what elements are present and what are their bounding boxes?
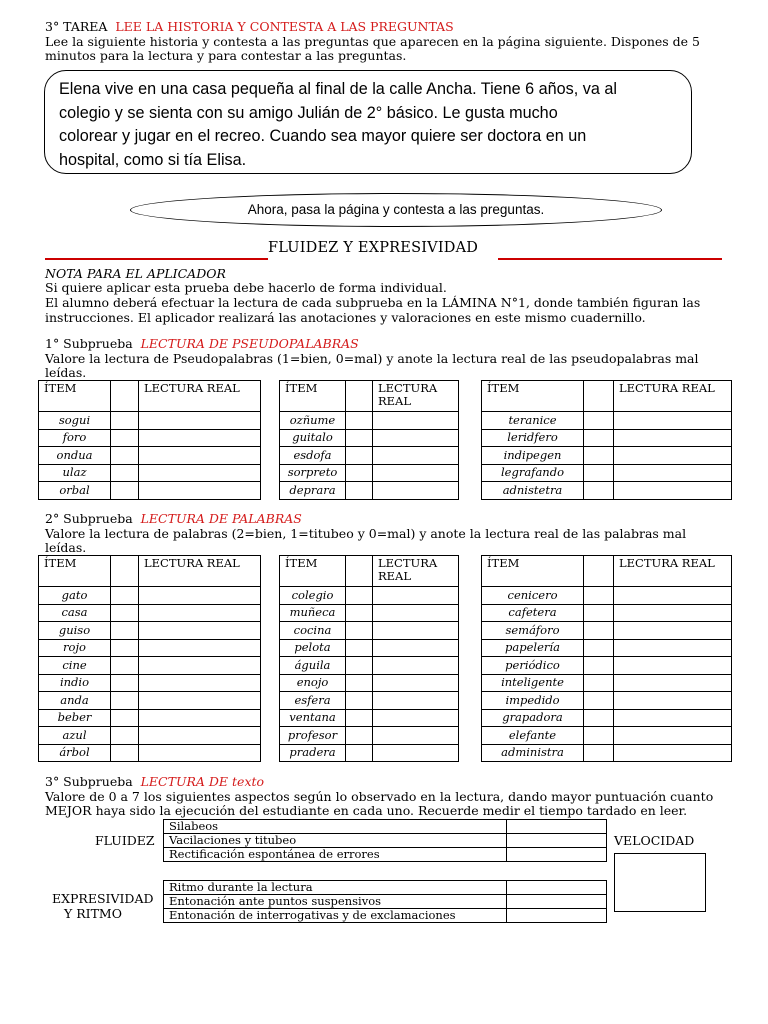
lectura-cell[interactable] bbox=[139, 692, 261, 710]
expresividad-label-1: EXPRESIVIDAD bbox=[52, 891, 154, 906]
task-number: 3° TAREA bbox=[45, 19, 108, 34]
item-cell: teranice bbox=[482, 412, 584, 430]
lectura-cell[interactable] bbox=[139, 744, 261, 762]
item-cell: ondua bbox=[39, 447, 111, 465]
words-table-1 bbox=[38, 555, 261, 762]
fluidez-label: FLUIDEZ bbox=[95, 833, 155, 848]
score-cell[interactable] bbox=[111, 587, 139, 605]
lectura-cell[interactable] bbox=[139, 674, 261, 692]
sub2-label: 2° Subprueba bbox=[45, 511, 133, 526]
score-cell[interactable] bbox=[584, 709, 614, 727]
sub1-desc-2: leídas. bbox=[45, 365, 87, 380]
lectura-cell[interactable] bbox=[614, 744, 732, 762]
col-item-header: ÍTEM bbox=[482, 556, 584, 587]
lectura-cell[interactable] bbox=[139, 482, 261, 500]
item-cell: periódico bbox=[482, 657, 584, 675]
score-cell[interactable] bbox=[584, 412, 614, 430]
lectura-cell[interactable] bbox=[139, 447, 261, 465]
score-cell[interactable] bbox=[584, 727, 614, 745]
score-cell[interactable] bbox=[584, 622, 614, 640]
pseudo-table-1 bbox=[38, 380, 261, 500]
sub3-desc-2: MEJOR haya sido la ejecución del estudiante en cada uno. Recuerde medir el tiempo tardado en leer. bbox=[45, 803, 688, 818]
lectura-cell[interactable] bbox=[373, 587, 459, 605]
sub2-heading bbox=[45, 512, 302, 526]
score-cell[interactable] bbox=[346, 587, 373, 605]
col-lectura-header: LECTURA REAL bbox=[614, 381, 732, 412]
score-cell[interactable] bbox=[111, 709, 139, 727]
score-cell[interactable] bbox=[584, 447, 614, 465]
item-cell: cocina bbox=[280, 622, 346, 640]
score-cell[interactable] bbox=[346, 639, 373, 657]
expresividad-score-cell[interactable] bbox=[507, 909, 607, 923]
col-lectura-header: LECTURA REAL bbox=[139, 381, 261, 412]
score-cell[interactable] bbox=[584, 587, 614, 605]
lectura-cell[interactable] bbox=[614, 639, 732, 657]
item-cell: indipegen bbox=[482, 447, 584, 465]
turn-page-oval: Ahora, pasa la página y contesta a las preguntas. bbox=[130, 193, 662, 227]
item-cell: enojo bbox=[280, 674, 346, 692]
lectura-cell[interactable] bbox=[614, 709, 732, 727]
title-rule-left bbox=[45, 258, 268, 260]
lectura-cell[interactable] bbox=[373, 744, 459, 762]
score-cell[interactable] bbox=[346, 674, 373, 692]
lectura-cell[interactable] bbox=[373, 464, 459, 482]
title-rule-right bbox=[498, 258, 722, 260]
lectura-cell[interactable] bbox=[614, 622, 732, 640]
col-lectura-line-2: REAL bbox=[378, 569, 411, 583]
expresividad-score-cell[interactable] bbox=[507, 895, 607, 909]
velocidad-label: VELOCIDAD bbox=[614, 833, 695, 848]
lectura-cell[interactable] bbox=[373, 604, 459, 622]
score-header bbox=[584, 556, 614, 587]
lectura-cell[interactable] bbox=[373, 674, 459, 692]
score-cell[interactable] bbox=[584, 429, 614, 447]
score-cell[interactable] bbox=[111, 744, 139, 762]
item-cell: indio bbox=[39, 674, 111, 692]
story-line: Elena vive en una casa pequeña al final de la calle Ancha. Tiene 6 años, va al bbox=[59, 80, 617, 98]
score-cell[interactable] bbox=[346, 727, 373, 745]
lectura-cell[interactable] bbox=[373, 709, 459, 727]
score-cell[interactable] bbox=[111, 622, 139, 640]
item-cell: ulaz bbox=[39, 464, 111, 482]
score-cell[interactable] bbox=[111, 429, 139, 447]
score-cell[interactable] bbox=[346, 482, 373, 500]
score-cell[interactable] bbox=[346, 692, 373, 710]
col-item-header: ÍTEM bbox=[39, 556, 111, 587]
item-cell: semáforo bbox=[482, 622, 584, 640]
lectura-cell[interactable] bbox=[614, 674, 732, 692]
lectura-cell[interactable] bbox=[139, 587, 261, 605]
col-lectura-header bbox=[373, 556, 459, 587]
score-cell[interactable] bbox=[111, 727, 139, 745]
item-cell: ventana bbox=[280, 709, 346, 727]
lectura-cell[interactable] bbox=[139, 657, 261, 675]
score-cell[interactable] bbox=[111, 412, 139, 430]
col-item-header: ÍTEM bbox=[482, 381, 584, 412]
expresividad-row-label: Entonación ante puntos suspensivos bbox=[164, 895, 507, 909]
lectura-cell[interactable] bbox=[373, 692, 459, 710]
item-cell: leridfero bbox=[482, 429, 584, 447]
nota-line-3: instrucciones. El aplicador realizará las anotaciones y valoraciones en este mismo cuadernillo. bbox=[45, 310, 646, 325]
score-cell[interactable] bbox=[584, 464, 614, 482]
fluidez-score-cell[interactable] bbox=[507, 834, 607, 848]
story-line: colorear y jugar en el recreo. Cuando sea mayor quiere ser doctora en un bbox=[59, 127, 587, 145]
expresividad-row-label: Entonación de interrogativas y de exclamaciones bbox=[164, 909, 507, 923]
item-cell: beber bbox=[39, 709, 111, 727]
lectura-cell[interactable] bbox=[139, 604, 261, 622]
fluidez-score-cell[interactable] bbox=[507, 820, 607, 834]
col-lectura-line-2: REAL bbox=[378, 394, 411, 408]
score-cell[interactable] bbox=[111, 604, 139, 622]
score-cell[interactable] bbox=[111, 447, 139, 465]
fluidez-row-label: Rectificación espontánea de errores bbox=[164, 848, 507, 862]
score-cell[interactable] bbox=[584, 604, 614, 622]
item-cell: legrafando bbox=[482, 464, 584, 482]
item-cell: gato bbox=[39, 587, 111, 605]
item-cell: inteligente bbox=[482, 674, 584, 692]
item-cell: foro bbox=[39, 429, 111, 447]
item-cell: deprara bbox=[280, 482, 346, 500]
lectura-cell[interactable] bbox=[614, 657, 732, 675]
item-cell: guiso bbox=[39, 622, 111, 640]
item-cell: ozñume bbox=[280, 412, 346, 430]
score-cell[interactable] bbox=[346, 412, 373, 430]
item-cell: anda bbox=[39, 692, 111, 710]
score-cell[interactable] bbox=[346, 447, 373, 465]
sub1-name: LECTURA DE PSEUDOPALABRAS bbox=[140, 336, 359, 351]
sub3-label: 3° Subprueba bbox=[45, 774, 133, 789]
lectura-cell[interactable] bbox=[614, 692, 732, 710]
sub2-desc-2: leídas. bbox=[45, 540, 87, 555]
nota-title: NOTA PARA EL APLICADOR bbox=[45, 266, 226, 281]
expresividad-label-2: Y RITMO bbox=[64, 906, 122, 921]
item-cell: cine bbox=[39, 657, 111, 675]
item-cell: rojo bbox=[39, 639, 111, 657]
col-lectura-line-1: LECTURA bbox=[378, 381, 438, 395]
lectura-cell[interactable] bbox=[373, 429, 459, 447]
lectura-cell[interactable] bbox=[139, 429, 261, 447]
instruction-line-1: Lee la siguiente historia y contesta a las preguntas que aparecen en la página siguiente. Dispones de 5 bbox=[45, 34, 701, 49]
lectura-cell[interactable] bbox=[373, 622, 459, 640]
score-cell[interactable] bbox=[584, 744, 614, 762]
score-cell[interactable] bbox=[111, 692, 139, 710]
score-cell[interactable] bbox=[111, 657, 139, 675]
item-cell: grapadora bbox=[482, 709, 584, 727]
lectura-cell[interactable] bbox=[614, 604, 732, 622]
fluidez-row-label: Vacilaciones y titubeo bbox=[164, 834, 507, 848]
item-cell: adnistetra bbox=[482, 482, 584, 500]
words-table-3 bbox=[481, 555, 732, 762]
score-cell[interactable] bbox=[346, 744, 373, 762]
pseudo-table-3 bbox=[481, 380, 732, 500]
score-cell[interactable] bbox=[584, 692, 614, 710]
item-cell: administra bbox=[482, 744, 584, 762]
col-item-header: ÍTEM bbox=[280, 381, 346, 412]
sub1-heading bbox=[45, 337, 359, 351]
lectura-cell[interactable] bbox=[373, 482, 459, 500]
lectura-cell[interactable] bbox=[139, 727, 261, 745]
lectura-cell[interactable] bbox=[373, 639, 459, 657]
score-cell[interactable] bbox=[111, 464, 139, 482]
nota-line-2: El alumno deberá efectuar la lectura de cada subprueba en la LÁMINA N°1, donde también figuran las bbox=[45, 295, 701, 310]
pseudo-table-2 bbox=[279, 380, 459, 500]
lectura-cell[interactable] bbox=[614, 464, 732, 482]
story-line: colegio y se sienta con su amigo Julián de 2° básico. Le gusta mucho bbox=[59, 103, 558, 122]
expresividad-score-cell[interactable] bbox=[507, 881, 607, 895]
lectura-cell[interactable] bbox=[614, 727, 732, 745]
fluidez-table bbox=[163, 819, 607, 862]
score-cell[interactable] bbox=[346, 657, 373, 675]
score-cell[interactable] bbox=[346, 429, 373, 447]
lectura-cell[interactable] bbox=[139, 622, 261, 640]
score-header bbox=[111, 381, 139, 412]
score-cell[interactable] bbox=[584, 639, 614, 657]
item-cell: azul bbox=[39, 727, 111, 745]
item-cell: orbal bbox=[39, 482, 111, 500]
sub3-heading bbox=[45, 775, 264, 789]
lectura-cell[interactable] bbox=[614, 587, 732, 605]
item-cell: casa bbox=[39, 604, 111, 622]
col-item-header: ÍTEM bbox=[39, 381, 111, 412]
lectura-cell[interactable] bbox=[373, 412, 459, 430]
expresividad-table bbox=[163, 880, 607, 923]
col-lectura-header: LECTURA REAL bbox=[614, 556, 732, 587]
sub2-name: LECTURA DE PALABRAS bbox=[140, 511, 302, 526]
lectura-cell[interactable] bbox=[373, 727, 459, 745]
story-box bbox=[44, 70, 692, 174]
task-heading bbox=[45, 20, 454, 34]
score-cell[interactable] bbox=[346, 709, 373, 727]
score-cell[interactable] bbox=[111, 482, 139, 500]
score-cell[interactable] bbox=[584, 657, 614, 675]
item-cell: águila bbox=[280, 657, 346, 675]
lectura-cell[interactable] bbox=[139, 639, 261, 657]
score-cell[interactable] bbox=[111, 639, 139, 657]
sub2-desc-1: Valore la lectura de palabras (2=bien, 1=titubeo y 0=mal) y anote la lectura real de las palabras mal bbox=[45, 526, 687, 541]
expresividad-row-label: Ritmo durante la lectura bbox=[164, 881, 507, 895]
item-cell: impedido bbox=[482, 692, 584, 710]
item-cell: pelota bbox=[280, 639, 346, 657]
lectura-cell[interactable] bbox=[373, 447, 459, 465]
item-cell: colegio bbox=[280, 587, 346, 605]
col-lectura-header bbox=[373, 381, 459, 412]
instruction-line-2: minutos para la lectura y para contestar a las preguntas. bbox=[45, 48, 407, 63]
section-title: FLUIDEZ Y EXPRESIVIDAD bbox=[268, 240, 479, 256]
score-cell[interactable] bbox=[584, 482, 614, 500]
score-cell[interactable] bbox=[346, 464, 373, 482]
col-lectura-header: LECTURA REAL bbox=[139, 556, 261, 587]
score-header bbox=[346, 556, 373, 587]
lectura-cell[interactable] bbox=[139, 412, 261, 430]
fluidez-row-label: Silabeos bbox=[164, 820, 507, 834]
col-lectura-line-1: LECTURA bbox=[378, 556, 438, 570]
story-line: hospital, como si tía Elisa. bbox=[59, 150, 247, 169]
item-cell: árbol bbox=[39, 744, 111, 762]
score-header bbox=[111, 556, 139, 587]
item-cell: sogui bbox=[39, 412, 111, 430]
nota-line-1: Si quiere aplicar esta prueba debe hacerlo de forma individual. bbox=[45, 280, 447, 295]
item-cell: papelería bbox=[482, 639, 584, 657]
task-title: LEE LA HISTORIA Y CONTESTA A LAS PREGUNTAS bbox=[115, 19, 454, 34]
col-item-header: ÍTEM bbox=[280, 556, 346, 587]
score-cell[interactable] bbox=[346, 604, 373, 622]
item-cell: esdofa bbox=[280, 447, 346, 465]
item-cell: elefante bbox=[482, 727, 584, 745]
item-cell: esfera bbox=[280, 692, 346, 710]
score-cell[interactable] bbox=[111, 674, 139, 692]
lectura-cell[interactable] bbox=[139, 709, 261, 727]
item-cell: muñeca bbox=[280, 604, 346, 622]
sub3-name: LECTURA DE texto bbox=[140, 774, 265, 789]
fluidez-score-cell[interactable] bbox=[507, 848, 607, 862]
lectura-cell[interactable] bbox=[614, 429, 732, 447]
lectura-cell[interactable] bbox=[373, 657, 459, 675]
lectura-cell[interactable] bbox=[614, 482, 732, 500]
score-header bbox=[346, 381, 373, 412]
item-cell: cafetera bbox=[482, 604, 584, 622]
item-cell: pradera bbox=[280, 744, 346, 762]
lectura-cell[interactable] bbox=[614, 447, 732, 465]
lectura-cell[interactable] bbox=[139, 464, 261, 482]
velocidad-box[interactable] bbox=[614, 853, 706, 912]
sub1-label: 1° Subprueba bbox=[45, 336, 133, 351]
sub1-desc-1: Valore la lectura de Pseudopalabras (1=bien, 0=mal) y anote la lectura real de las pseudopalabras mal bbox=[45, 351, 699, 366]
score-header bbox=[584, 381, 614, 412]
words-table-2 bbox=[279, 555, 459, 762]
lectura-cell[interactable] bbox=[614, 412, 732, 430]
score-cell[interactable] bbox=[346, 622, 373, 640]
item-cell: sorpreto bbox=[280, 464, 346, 482]
sub3-desc-1: Valore de 0 a 7 los siguientes aspectos según lo observado en la lectura, dando mayor puntuación cuanto bbox=[45, 789, 714, 804]
item-cell: guitalo bbox=[280, 429, 346, 447]
score-cell[interactable] bbox=[584, 674, 614, 692]
item-cell: cenicero bbox=[482, 587, 584, 605]
item-cell: profesor bbox=[280, 727, 346, 745]
